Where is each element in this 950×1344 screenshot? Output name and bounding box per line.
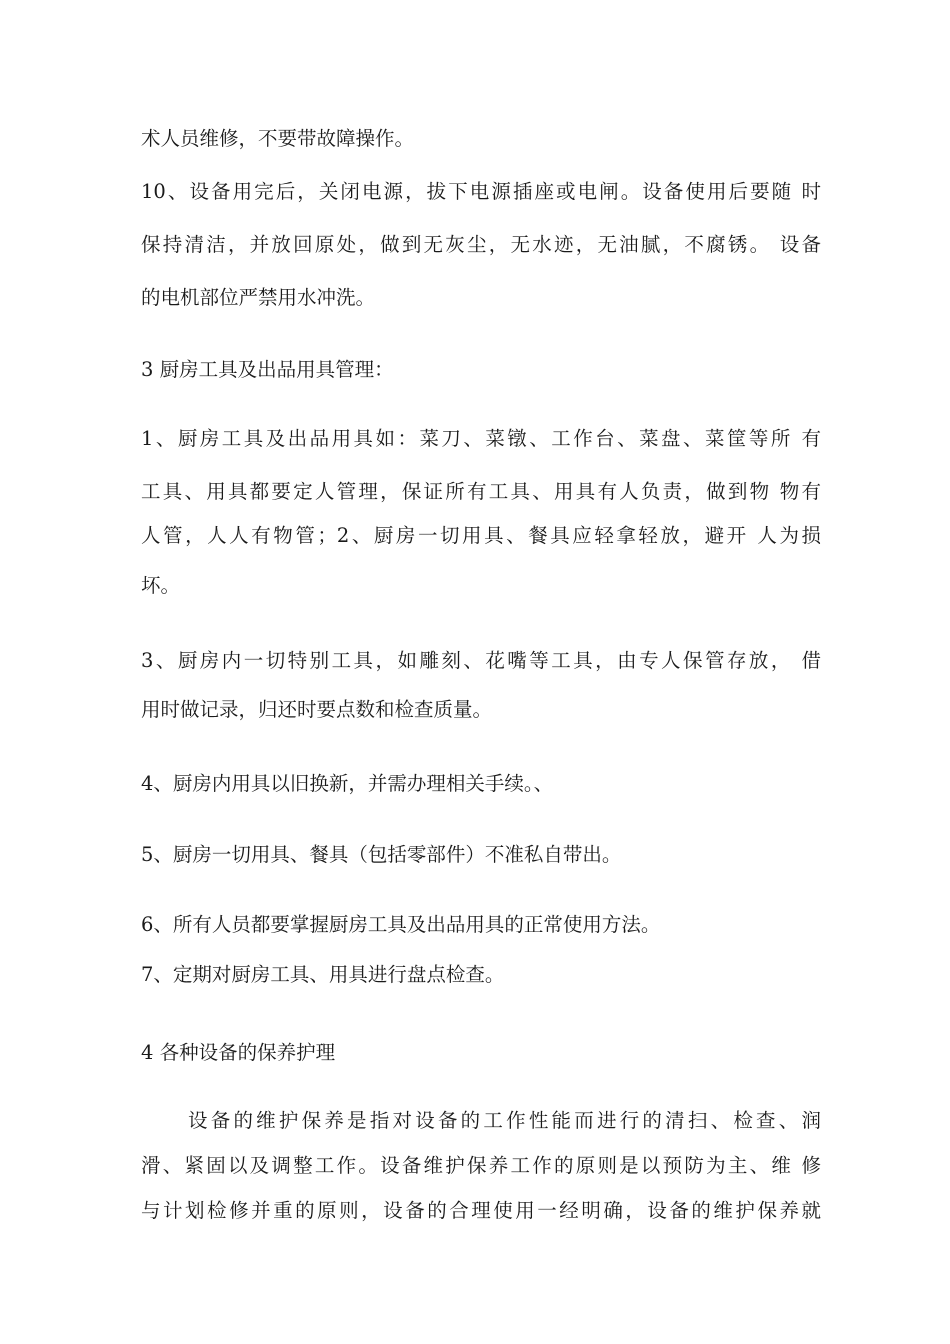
text-line-13: 5、厨房一切用具、餐具（包括零部件）不准私自带出。 — [141, 843, 622, 866]
text-line-10: 3、厨房内一切特别工具，如雕刻、花嘴等工具，由专人保管存放， 借 — [141, 649, 821, 672]
text-line-18: 滑、紧固以及调整工作。设备维护保养工作的原则是以预防为主、维 修 — [141, 1154, 821, 1177]
text-line-19: 与计划检修并重的原则，设备的合理使用一经明确，设备的维护保养就 — [141, 1199, 821, 1222]
text-line-7: 工具、用具都要定人管理，保证所有工具、用具有人负责，做到物 物有 — [141, 480, 821, 503]
text-line-6: 1、厨房工具及出品用具如：菜刀、菜镦、工作台、菜盘、菜筐等所 有 — [141, 427, 821, 450]
text-line-9: 坏。 — [141, 574, 181, 597]
text-line-14: 6、所有人员都要掌握厨房工具及出品用具的正常使用方法。 — [141, 913, 661, 936]
text-line-4: 的电机部位严禁用水冲洗。 — [141, 286, 376, 309]
text-line-17: 设备的维护保养是指对设备的工作性能而进行的清扫、检查、润 — [188, 1109, 821, 1132]
text-line-3: 保持清洁，并放回原处，做到无灰尘，无水迹，无油腻，不腐锈。 设备 — [141, 233, 821, 256]
section-heading-3: 3 厨房工具及出品用具管理： — [141, 358, 394, 381]
text-line-8: 人管，人人有物管；2、厨房一切用具、餐具应轻拿轻放，避开 人为损 — [141, 524, 821, 547]
text-line-2: 10、设备用完后，关闭电源，拔下电源插座或电闸。设备使用后要随 时 — [141, 180, 821, 203]
text-line-11: 用时做记录，归还时要点数和检查质量。 — [141, 698, 493, 721]
section-heading-4: 4 各种设备的保养护理 — [141, 1041, 336, 1064]
text-line-1: 术人员维修，不要带故障操作。 — [141, 127, 415, 150]
text-line-15: 7、定期对厨房工具、用具进行盘点检查。 — [141, 963, 505, 986]
text-line-12: 4、厨房内用具以旧换新，并需办理相关手续。、 — [141, 772, 554, 795]
